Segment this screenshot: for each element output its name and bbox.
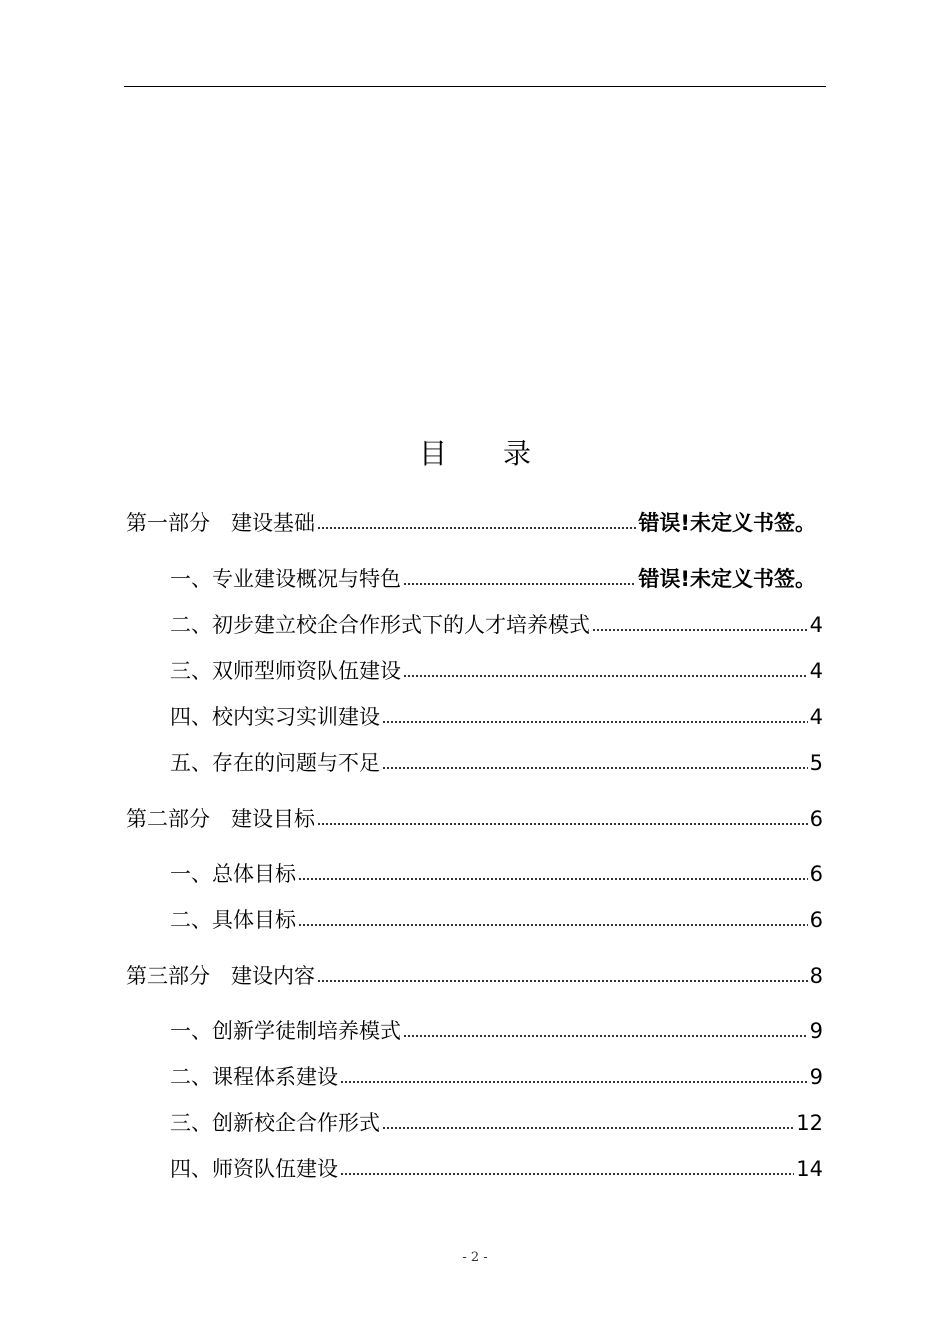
- dot-leader: [403, 658, 808, 678]
- toc-entry-2-1[interactable]: [170, 858, 823, 888]
- toc-entry-text: 四、师资队伍建设: [170, 1157, 338, 1181]
- toc-entry-text: 二、具体目标: [170, 908, 296, 932]
- dot-leader: [317, 806, 808, 826]
- toc-entry-1-1[interactable]: [170, 563, 816, 593]
- toc-entry-3-4[interactable]: [170, 1153, 823, 1183]
- toc-entry-text: 一、创新学徒制培养模式: [170, 1019, 401, 1043]
- toc-entry-text: 二、课程体系建设: [170, 1065, 338, 1089]
- dot-leader: [340, 1064, 808, 1084]
- dot-leader: [382, 704, 808, 724]
- toc-entry-text: 二、初步建立校企合作形式下的人才培养模式: [170, 613, 590, 637]
- dot-leader: [340, 1156, 794, 1176]
- toc-entry-part-1[interactable]: [126, 507, 816, 537]
- toc-entry-text: 第三部分 建设内容: [126, 964, 315, 988]
- toc-entry-1-4[interactable]: [170, 701, 823, 731]
- toc-page-ref: 9: [809, 1019, 823, 1043]
- toc-page-ref: 4: [809, 659, 823, 683]
- toc-entry-2-2[interactable]: [170, 904, 823, 934]
- toc-entry-text: 第一部分 建设基础: [126, 511, 315, 535]
- dot-leader: [403, 1018, 808, 1038]
- dot-leader: [382, 1110, 794, 1130]
- toc-page-ref: 9: [809, 1065, 823, 1089]
- toc-page-ref: 8: [809, 964, 823, 988]
- toc-page-ref: 6: [809, 862, 823, 886]
- dot-leader: [382, 750, 808, 770]
- dot-leader: [592, 612, 808, 632]
- dot-leader: [317, 963, 808, 983]
- dot-leader: [298, 907, 808, 927]
- toc-entry-text: 一、总体目标: [170, 862, 296, 886]
- toc-entry-text: 三、创新校企合作形式: [170, 1111, 380, 1135]
- toc-entry-3-2[interactable]: [170, 1061, 823, 1091]
- toc-entry-text: 第二部分 建设目标: [126, 807, 315, 831]
- toc-page-ref: 6: [809, 807, 823, 831]
- toc-entry-3-1[interactable]: [170, 1015, 823, 1045]
- toc-page-ref: 5: [809, 751, 823, 775]
- dot-leader: [317, 510, 636, 530]
- header-rule: [124, 86, 826, 87]
- toc-entry-text: 一、专业建设概况与特色: [170, 567, 401, 591]
- toc-entry-1-2[interactable]: [170, 609, 823, 639]
- toc-entry-text: 四、校内实习实训建设: [170, 705, 380, 729]
- footer-page-number: - 2 -: [462, 1250, 488, 1265]
- toc-entry-1-3[interactable]: [170, 655, 823, 685]
- toc-title: 目录: [418, 437, 587, 470]
- toc-entry-1-5[interactable]: [170, 747, 823, 777]
- toc-entry-part-2[interactable]: [126, 803, 823, 833]
- dot-leader: [298, 861, 808, 881]
- toc-entry-3-3[interactable]: [170, 1107, 823, 1137]
- toc-page-ref: 错误!未定义书签。: [638, 567, 816, 591]
- toc-page-ref: 4: [809, 705, 823, 729]
- toc-page-ref: 12: [796, 1111, 823, 1135]
- toc-page-ref: 6: [809, 908, 823, 932]
- toc-page-ref: 4: [809, 613, 823, 637]
- toc-page-ref: 错误!未定义书签。: [638, 511, 816, 535]
- toc-entry-text: 三、双师型师资队伍建设: [170, 659, 401, 683]
- toc-page-ref: 14: [796, 1157, 823, 1181]
- toc-entry-part-3[interactable]: [126, 960, 823, 990]
- dot-leader: [403, 566, 636, 586]
- toc-entry-text: 五、存在的问题与不足: [170, 751, 380, 775]
